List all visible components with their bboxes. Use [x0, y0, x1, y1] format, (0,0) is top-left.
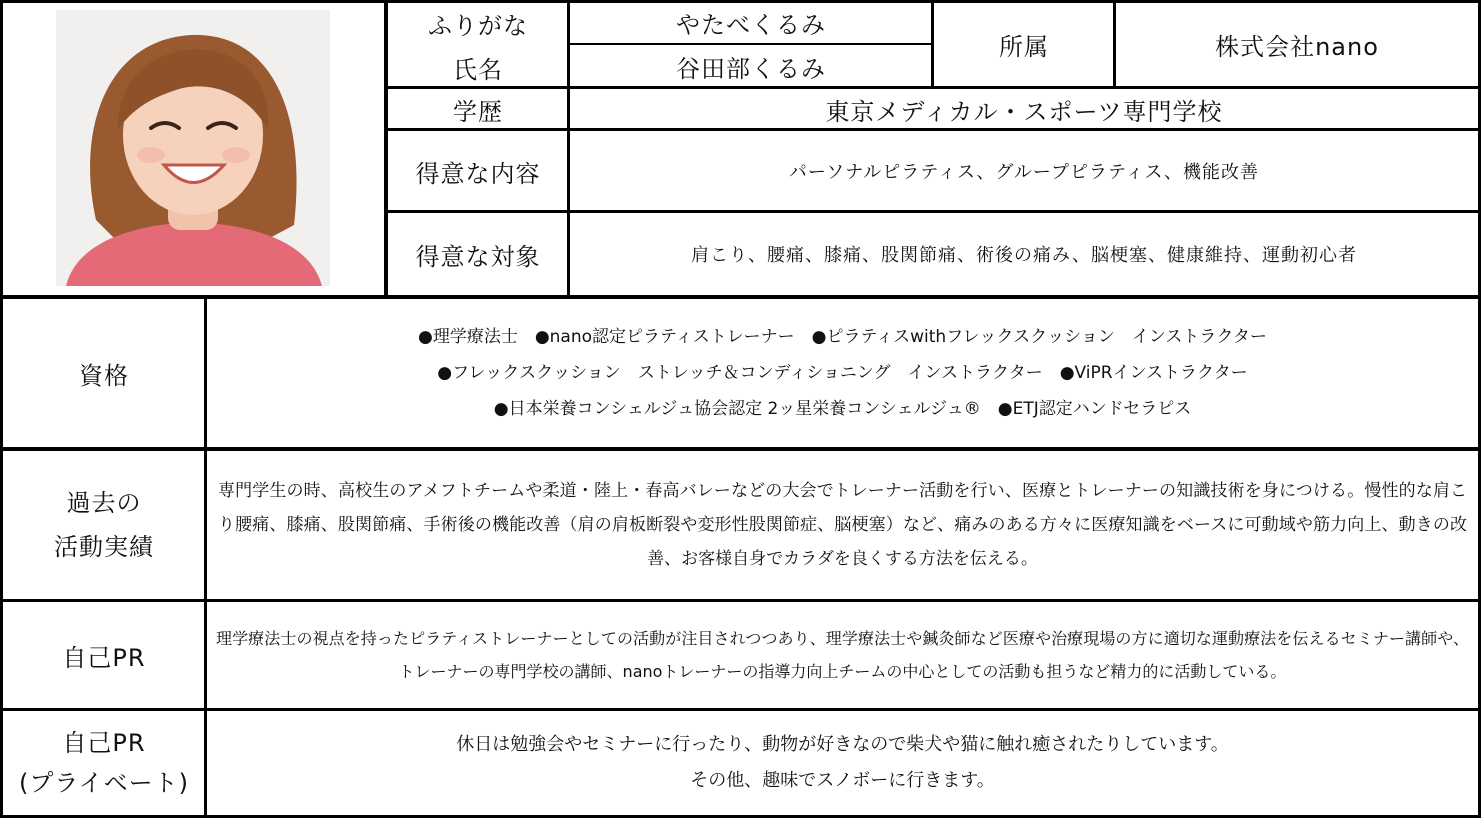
qualification-line: ●フレックスクッション ストレッチ＆コンディショニング インストラクター ●ViPRインストラクター	[437, 363, 1248, 383]
history-cell	[208, 452, 1477, 598]
history-label-line2: 活動実績	[54, 533, 154, 561]
specialty-label: 得意な内容	[389, 132, 567, 210]
affiliation-value: 株式会社nano	[1117, 2, 1477, 86]
target-value: 肩こり、腰痛、膝痛、股関節痛、術後の痛み、脳梗塞、健康維持、運動初心者	[571, 214, 1477, 294]
table-divider	[0, 295, 1481, 299]
table-divider	[1113, 0, 1116, 88]
self-pr-text: 理学療法士の視点を持ったピラティストレーナーとしての活動が注目されつつあり、理学療法士や鍼灸師など医療や治療現場の方に適切な運動療法を伝えるセミナー講師や、トレーナーの専門学校の講師、nanoトレーナーの指導力向上チームの中心としての活動も担うなど精力的に活動している。	[216, 629, 1469, 681]
table-divider	[384, 210, 1481, 213]
table-divider	[0, 599, 1481, 602]
name-label: 氏名	[389, 48, 567, 86]
history-label-line1: 過去の	[66, 489, 142, 517]
affiliation-label: 所属	[935, 2, 1113, 86]
private-pr-line1: 休日は勉強会やセミナーに行ったり、動物が好きなので柴犬や猫に触れ癒されたりしています。	[456, 734, 1229, 755]
profile-photo	[56, 10, 330, 286]
qualifications-label: 資格	[4, 300, 204, 446]
private-pr-line2: その他、趣味でスノボーに行きます。	[690, 770, 995, 791]
table-divider	[384, 0, 388, 297]
table-divider	[0, 708, 1481, 711]
private-pr-label-line1: 自己PR	[62, 729, 146, 757]
history-label	[4, 452, 204, 598]
furigana-value: やたべくるみ	[571, 2, 931, 42]
name-value: 谷田部くるみ	[571, 46, 931, 86]
target-label: 得意な対象	[389, 214, 567, 294]
table-divider	[567, 43, 933, 45]
furigana-label: ふりがな	[389, 2, 567, 44]
qualifications-list	[208, 300, 1477, 446]
self-pr-label: 自己PR	[4, 603, 204, 707]
private-pr-label-line2: (プライベート)	[18, 769, 189, 797]
table-divider	[0, 447, 1481, 451]
self-pr-cell	[208, 603, 1477, 707]
private-pr-label	[4, 712, 204, 814]
qualification-line: ●理学療法士 ●nano認定ピラティストレーナー ●ピラティスwithフレックスクッション インストラクター	[417, 327, 1267, 347]
table-border	[0, 0, 1481, 3]
table-divider	[204, 295, 207, 818]
table-divider	[384, 86, 1481, 89]
specialty-value: パーソナルピラティス、グループピラティス、機能改善	[571, 132, 1477, 210]
qualification-line: ●日本栄養コンシェルジュ協会認定 2ッ星栄養コンシェルジュ® ●ETJ認定ハンドセラピス	[493, 399, 1192, 419]
history-text: 専門学生の時、高校生のアメフトチームや柔道・陸上・春高バレーなどの大会でトレーナー活動を行い、医療とトレーナーの知識技術を身につける。慢性的な肩こり腰痛、膝痛、股関節痛、手術後の機能改善（肩の肩板断裂や変形性股関節症、脳梗塞）など、痛みのある方々に医療知識をベースに可動域や筋力向上、動きの改善、お客様自身でカラダを良くする方法を伝える。	[218, 481, 1467, 569]
private-pr-cell	[208, 712, 1477, 814]
education-label: 学歴	[389, 90, 567, 128]
education-value: 東京メディカル・スポーツ専門学校	[571, 90, 1477, 128]
table-divider	[384, 128, 1481, 131]
table-border	[0, 0, 3, 818]
portrait-image	[56, 10, 330, 286]
